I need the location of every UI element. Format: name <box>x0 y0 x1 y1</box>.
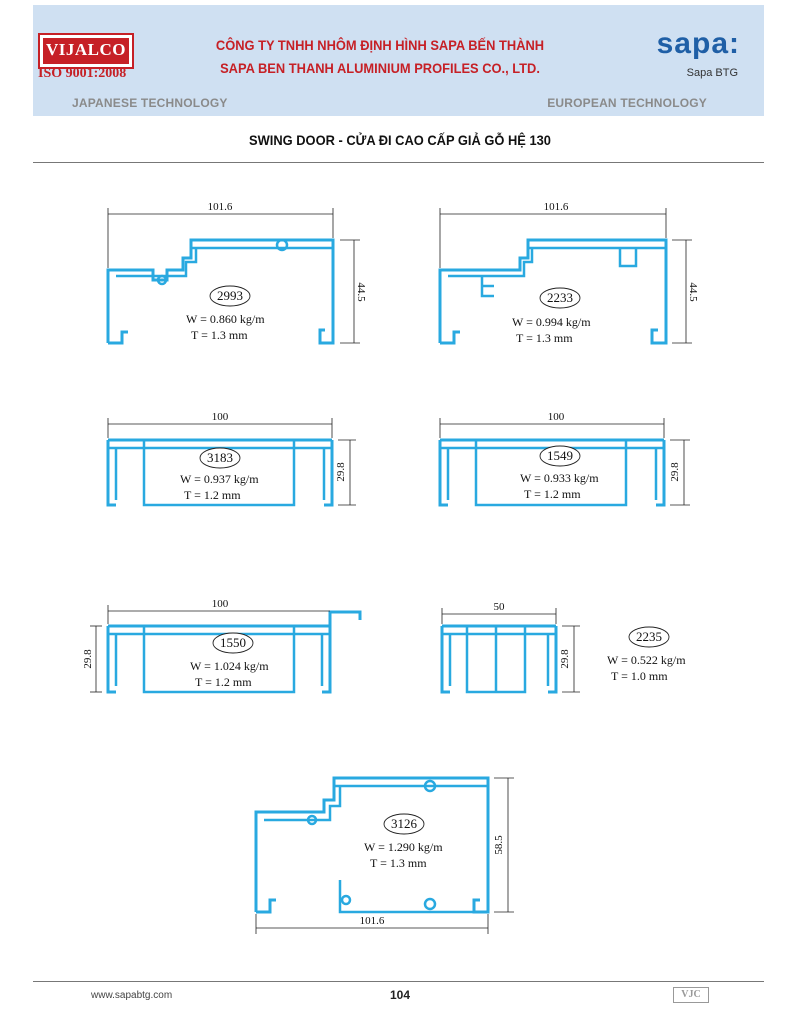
profile-2235-width: 50 <box>493 601 505 613</box>
profile-3126-height: 58.5 <box>493 835 505 855</box>
profile-1549-height: 29.8 <box>669 462 681 482</box>
profile-1549-width: 100 <box>547 411 565 423</box>
profile-2993-width: 101.6 <box>207 201 233 213</box>
profile-3183 <box>108 411 356 505</box>
japanese-technology-label: JAPANESE TECHNOLOGY <box>72 96 228 110</box>
profile-1550-thickness: T = 1.2 mm <box>195 675 252 689</box>
profile-2235-shape <box>442 626 556 692</box>
footer-url[interactable]: www.sapabtg.com <box>91 990 173 1001</box>
profile-2235-weight: W = 0.522 kg/m <box>607 653 686 667</box>
profile-2993-thickness: T = 1.3 mm <box>191 328 248 342</box>
sapa-logo: sapa: <box>656 27 740 60</box>
profile-2993-height: 44.5 <box>355 282 367 302</box>
european-technology-label: EUROPEAN TECHNOLOGY <box>547 96 707 110</box>
profile-2233-height: 44.5 <box>687 282 699 302</box>
profile-2993 <box>108 201 367 343</box>
profile-1550-width: 100 <box>211 598 229 610</box>
profile-1549-code: 1549 <box>547 448 573 463</box>
profile-1550 <box>82 598 360 692</box>
profile-1550-weight: W = 1.024 kg/m <box>190 659 269 673</box>
profile-1549-weight: W = 0.933 kg/m <box>520 471 599 485</box>
profile-2235 <box>442 601 686 692</box>
profile-3126-thickness: T = 1.3 mm <box>370 856 427 870</box>
profile-2233-width: 101.6 <box>543 201 569 213</box>
profile-2993-weight: W = 0.860 kg/m <box>186 312 265 326</box>
profile-1549-thickness: T = 1.2 mm <box>524 487 581 501</box>
company-name-en: SAPA BEN THANH ALUMINIUM PROFILES CO., LTD. <box>220 60 540 76</box>
vjc-footer-logo: VJC <box>673 987 709 1003</box>
profile-3183-thickness: T = 1.2 mm <box>184 488 241 502</box>
profile-2235-code: 2235 <box>636 629 662 644</box>
sapa-btg-label: Sapa BTG <box>686 67 738 79</box>
profile-3183-code: 3183 <box>207 450 233 465</box>
iso-certification: ISO 9001:2008 <box>38 66 127 81</box>
profile-3183-height: 29.8 <box>335 462 347 482</box>
vijalco-logo-text: VIJALCO <box>43 38 129 64</box>
profile-2235-height: 29.8 <box>559 649 571 669</box>
company-name-vi: CÔNG TY TNHH NHÔM ĐỊNH HÌNH SAPA BẾN THÀNH <box>215 37 545 53</box>
profile-2233-code: 2233 <box>547 290 573 305</box>
profile-1549 <box>440 411 690 505</box>
profile-2233-thickness: T = 1.3 mm <box>516 331 573 345</box>
profile-2993-code: 2993 <box>217 288 243 303</box>
profile-3126-width: 101.6 <box>359 915 385 927</box>
profile-2235-thickness: T = 1.0 mm <box>611 669 668 683</box>
profile-3183-width: 100 <box>211 411 229 423</box>
profile-3126-code: 3126 <box>391 816 417 831</box>
page-number: 104 <box>389 988 411 1002</box>
profile-3183-weight: W = 0.937 kg/m <box>180 472 259 486</box>
profile-3126-weight: W = 1.290 kg/m <box>364 840 443 854</box>
footer-divider <box>33 981 764 982</box>
profile-1550-code: 1550 <box>220 635 246 650</box>
profile-1550-height: 29.8 <box>82 649 94 669</box>
profile-3126 <box>256 778 514 934</box>
profile-2233-weight: W = 0.994 kg/m <box>512 315 591 329</box>
page-title: SWING DOOR - CỬA ĐI CAO CẤP GIẢ GỖ HỆ 130 <box>249 132 551 148</box>
profile-2233 <box>440 201 699 345</box>
